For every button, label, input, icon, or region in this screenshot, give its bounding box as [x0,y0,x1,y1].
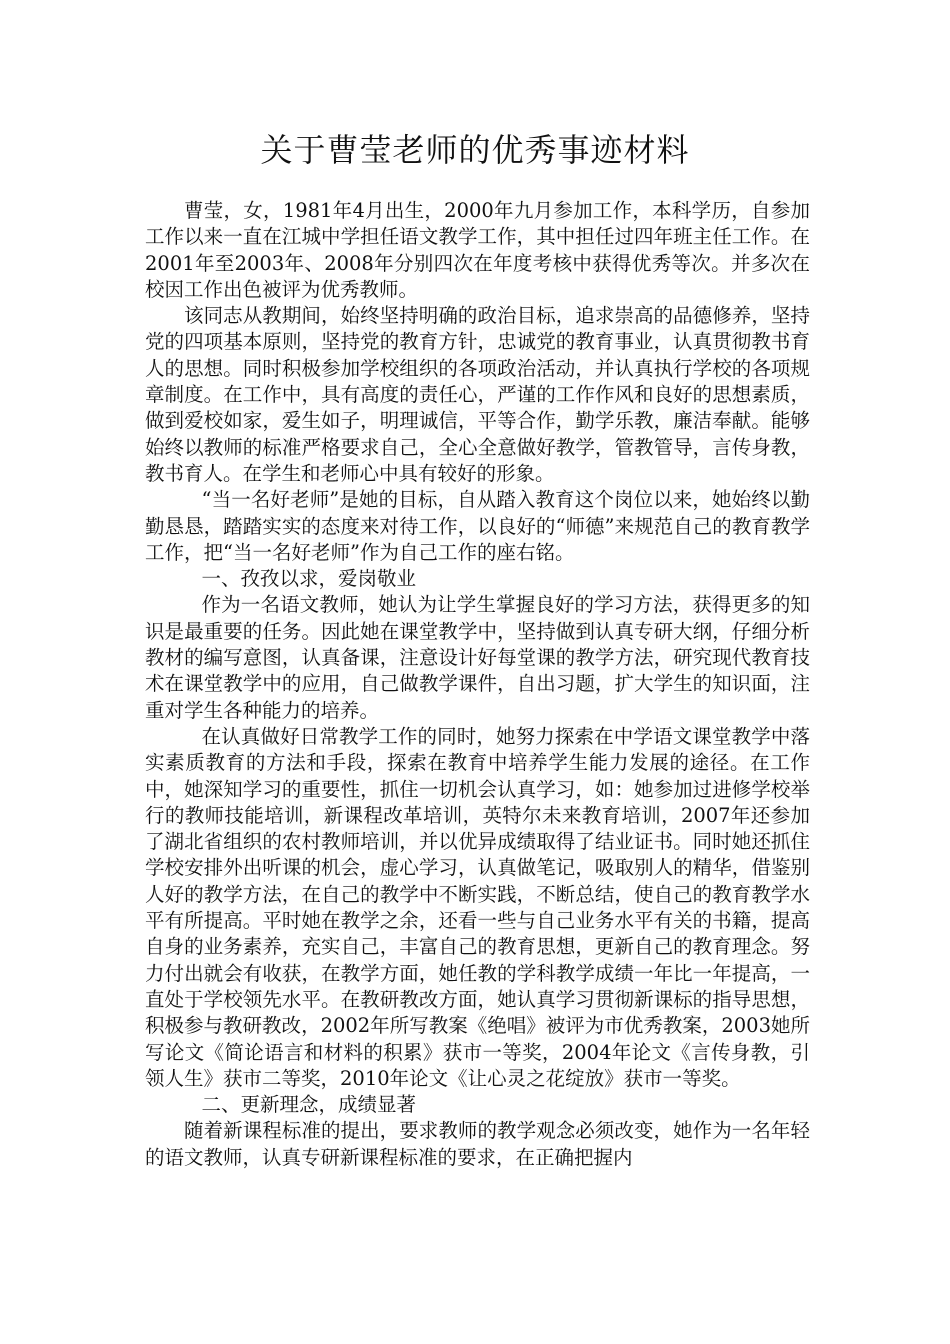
paragraph-intro: 曹莹，女，1981年4月出生，2000年九月参加工作，本科学历，自参加工作以来一直在江城中学担任语文教学工作，其中担任过四年班主任工作。在2001年至2003年、2008年分别四次在年度考核中获得优秀等次。并多次在校因工作出色被评为优秀教师。 [145,199,810,301]
page-title: 关于曹莹老师的优秀事迹材料 [260,131,690,169]
paragraph-study: 在认真做好日常教学工作的同时，她努力探索在中学语文课堂教学中落实素质教育的方法和手段，探索在教育中培养学生能力发展的途径。在工作中，她深知学习的重要性，抓住一切机会认真学习，如：她参加过进修学校举行的教师技能培训，新课程改革培训，英特尔未来教育培训，2007年还参加了湖北省组织的农村教师培训，并以优异成绩取得了结业证书。同时她还抓住学校安排外出听课的机会，虚心学习，认真做笔记，吸取别人的精华，借鉴别人好的教学方法，在自己的教学中不断实践，不断总结，使自己的教育教学水平有所提高。平时她在教学之余，还看一些与自己业务水平有关的书籍，提高自身的业务素养，充实自己，丰富自己的教育思想，更新自己的教育理念。努力付出就会有收获，在教学方面，她任教的学科教学成绩一年比一年提高，一直处于学校领先水平。在教研教改方面，她认真学习贯彻新课标的指导思想，积极参与教研教改，2002年所写教案《绝唱》被评为市优秀教案，2003她所写论文《简论语言和材料的积累》获市一等奖，2004年论文《言传身教，引领人生》获市二等奖，2010年论文《让心灵之花绽放》获市一等奖。 [145,724,810,1090]
paragraph-teaching: 作为一名语文教师，她认为让学生掌握良好的学习方法，获得更多的知识是最重要的任务。因此她在课堂教学中，坚持做到认真专研大纲，仔细分析教材的编写意图，认真备课，注意设计好每堂课的教学方法，研究现代教育技术在课堂教学中的应用，自己做教学课件，自出习题，扩大学生的知识面，注重对学生各种能力的培养。 [145,593,810,722]
paragraph-goal: “当一名好老师”是她的目标，自从踏入教育这个岗位以来，她始终以勤勤恳恳，踏踏实实的态度来对待工作，以良好的“师德”来规范自己的教育教学工作，把“当一名好老师”作为自己工作的座右铭。 [145,488,810,564]
paragraph-new-curriculum: 随着新课程标准的提出，要求教师的教学观念必须改变，她作为一名年轻的语文教师，认真专研新课程标准的要求，在正确把握内 [145,1119,810,1169]
section-heading-2: 二、更新理念，成绩显著 [201,1093,417,1117]
section-heading-1: 一、孜孜以求，爱岗敬业 [201,567,417,591]
paragraph-political: 该同志从教期间，始终坚持明确的政治目标，追求崇高的品德修养，坚持党的四项基本原则，坚持党的教育方针，忠诚党的教育事业，认真贯彻教书育人的思想。同时积极参加学校组织的各项政治活动，并认真执行学校的各项规章制度。在工作中，具有高度的责任心，严谨的工作作风和良好的思想素质，做到爱校如家，爱生如子，明理诚信，平等合作，勤学乐教，廉洁奉献。能够始终以教师的标准严格要求自己，全心全意做好教学，管教管导，言传身教，教书育人。在学生和老师心中具有较好的形象。 [145,304,810,485]
document-body [145,198,810,1171]
